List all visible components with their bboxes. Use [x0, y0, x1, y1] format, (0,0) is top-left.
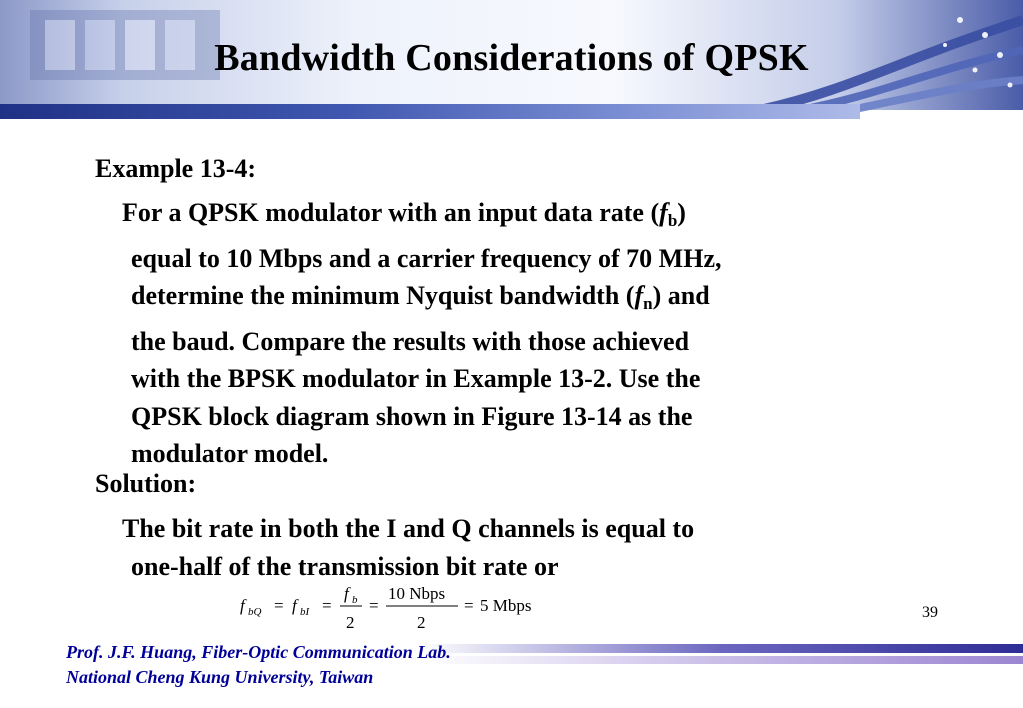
problem-line-3: determine the minimum Nyquist bandwidth $(f_n)$ and	[131, 281, 710, 313]
problem-line-2: equal to 10 Mbps and a carrier frequency of 70 MHz,	[131, 243, 722, 273]
eq-frac1-num-var: f	[344, 584, 349, 603]
solution-text	[122, 510, 695, 585]
eq-equals-2: =	[322, 596, 332, 615]
eq-frac2-den: 2	[417, 613, 426, 632]
problem-line-1: For a QPSK modulator with an input data rate $(f_b)$	[122, 198, 686, 230]
footer-credits	[66, 640, 451, 690]
eq-result: 5 Mbps	[480, 596, 532, 615]
problem-line-7: modulator model.	[131, 439, 329, 468]
problem-text	[122, 194, 722, 473]
eq-frac1-den: 2	[346, 613, 355, 632]
problem-line-5: with the BPSK modulator in Example 13-2. Use the	[131, 364, 701, 393]
slide-title: Bandwidth Considerations of QPSK	[214, 37, 809, 79]
solution-line-2: one-half of the transmission bit rate or	[131, 551, 559, 581]
footer-line-1: Prof. J.F. Huang, Fiber-Optic Communication Lab.	[66, 642, 451, 662]
eq-frac2-num: 10 Nbps	[388, 584, 446, 603]
bit-rate-equation	[240, 582, 560, 638]
eq-lhs-sub: bQ	[248, 606, 262, 618]
eq-frac1-num-sub: b	[352, 594, 358, 606]
problem-line-6: QPSK block diagram shown in Figure 13-14 as the	[131, 401, 693, 431]
problem-line-4: the baud. Compare the results with those achieved	[131, 326, 690, 356]
eq-lhs-var: f	[240, 596, 245, 615]
page-number: 39	[922, 604, 938, 621]
solution-label: Solution:	[95, 469, 197, 498]
eq-equals-1: =	[274, 596, 284, 615]
solution-line-1: The bit rate in both the I and Q channels is equal to	[122, 514, 695, 543]
footer-decorative-bars	[420, 642, 1023, 666]
example-label: Example 13-4:	[95, 154, 257, 183]
eq-equals-3: =	[369, 596, 379, 615]
eq-equals-4: =	[464, 596, 474, 615]
footer-line-2: National Cheng Kung University, Taiwan	[66, 667, 374, 687]
eq-mid-sub: bI	[300, 606, 310, 618]
eq-mid-var: f	[292, 596, 297, 615]
